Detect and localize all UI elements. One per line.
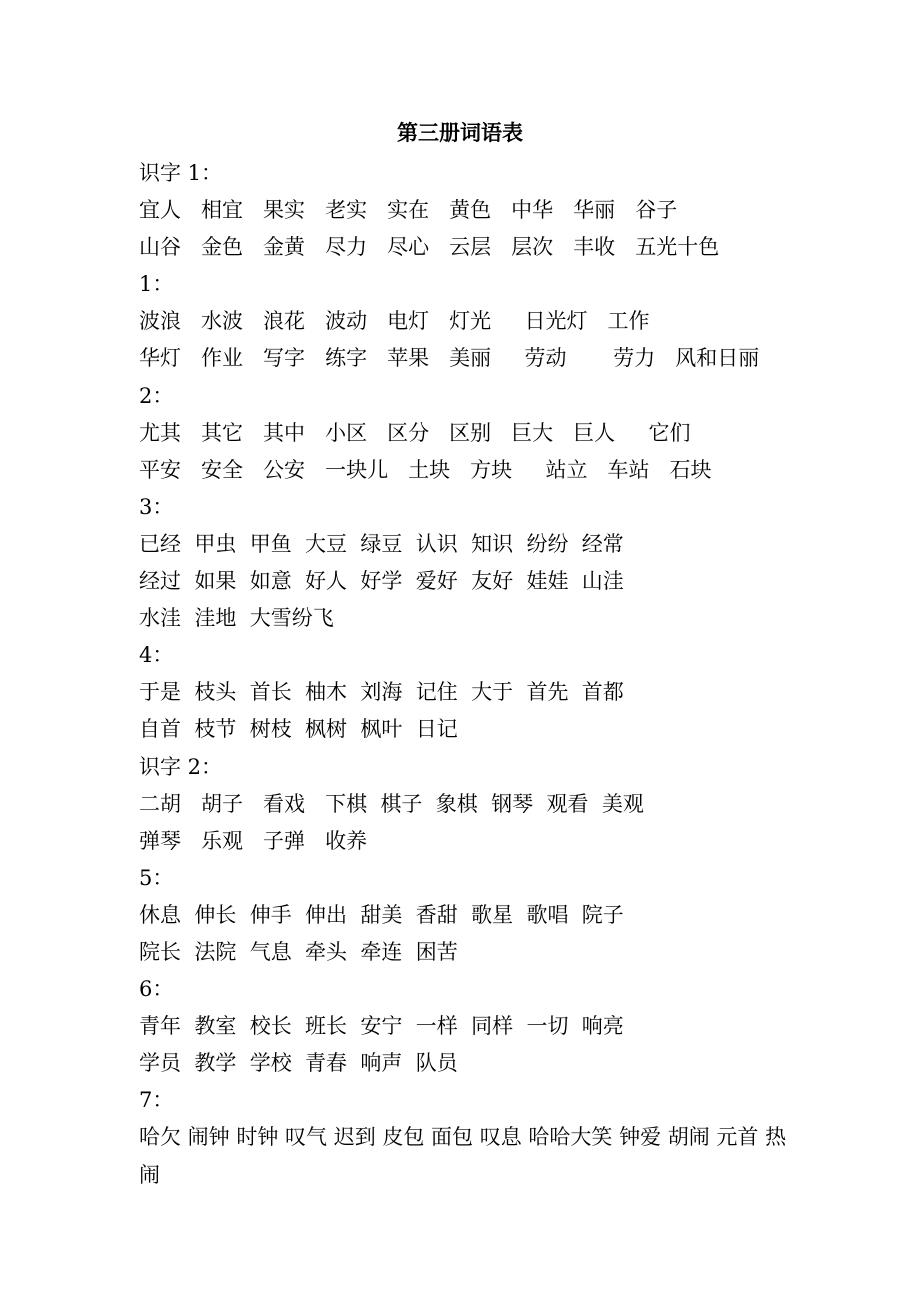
section-heading: 识字 1： <box>139 161 223 185</box>
word-line: 二胡 胡子 看戏 下棋 棋子 象棋 钢琴 观看 美观 <box>139 791 644 816</box>
word-line: 学员 教学 学校 青春 响声 队员 <box>139 1051 458 1076</box>
section-heading: 2： <box>139 383 174 408</box>
section-heading: 4： <box>139 643 174 668</box>
word-line: 休息 伸长 伸手 伸出 甜美 香甜 歌星 歌唱 院子 <box>139 902 624 927</box>
word-paragraph: 哈欠 闹钟 时钟 叹气 迟到 皮包 面包 叹息 哈哈大笑 钟爱 胡闹 元首 热闹 <box>139 1125 787 1187</box>
section-heading: 3： <box>139 494 174 519</box>
word-line: 于是 枝头 首长 柚木 刘海 记住 大于 首先 首都 <box>139 680 624 705</box>
word-line: 华灯 作业 写字 练字 苹果 美丽 劳动 劳力 风和日丽 <box>139 346 760 371</box>
word-line: 水洼 洼地 大雪纷飞 <box>139 606 334 631</box>
word-line: 山谷 金色 金黄 尽力 尽心 云层 层次 丰收 五光十色 <box>139 235 720 260</box>
word-line: 青年 教室 校长 班长 安宁 一样 同样 一切 响亮 <box>139 1014 624 1039</box>
word-line: 尤其 其它 其中 小区 区分 区别 巨大 巨人 它们 <box>139 420 691 445</box>
section-heading: 1： <box>139 272 174 297</box>
section-heading: 5： <box>139 865 174 890</box>
word-line: 宜人 相宜 果实 老实 实在 黄色 中华 华丽 谷子 <box>139 198 678 223</box>
page-title: 第三册词语表 <box>397 120 523 145</box>
word-line: 经过 如果 如意 好人 好学 爱好 友好 娃娃 山洼 <box>139 569 624 594</box>
word-line: 已经 甲虫 甲鱼 大豆 绿豆 认识 知识 纷纷 经常 <box>139 531 624 556</box>
section-heading: 7： <box>139 1088 174 1113</box>
word-list <box>139 155 799 1194</box>
word-line: 平安 安全 公安 一块儿 土块 方块 站立 车站 石块 <box>139 457 712 482</box>
word-line: 院长 法院 气息 牵头 牵连 困苦 <box>139 939 458 964</box>
section-heading: 6： <box>139 977 174 1002</box>
word-line: 弹琴 乐观 子弹 收养 <box>139 828 368 853</box>
section-heading: 识字 2： <box>139 754 223 779</box>
word-line: 波浪 水波 浪花 波动 电灯 灯光 日光灯 工作 <box>139 309 650 334</box>
word-line: 自首 枝节 树枝 枫树 枫叶 日记 <box>139 717 458 742</box>
